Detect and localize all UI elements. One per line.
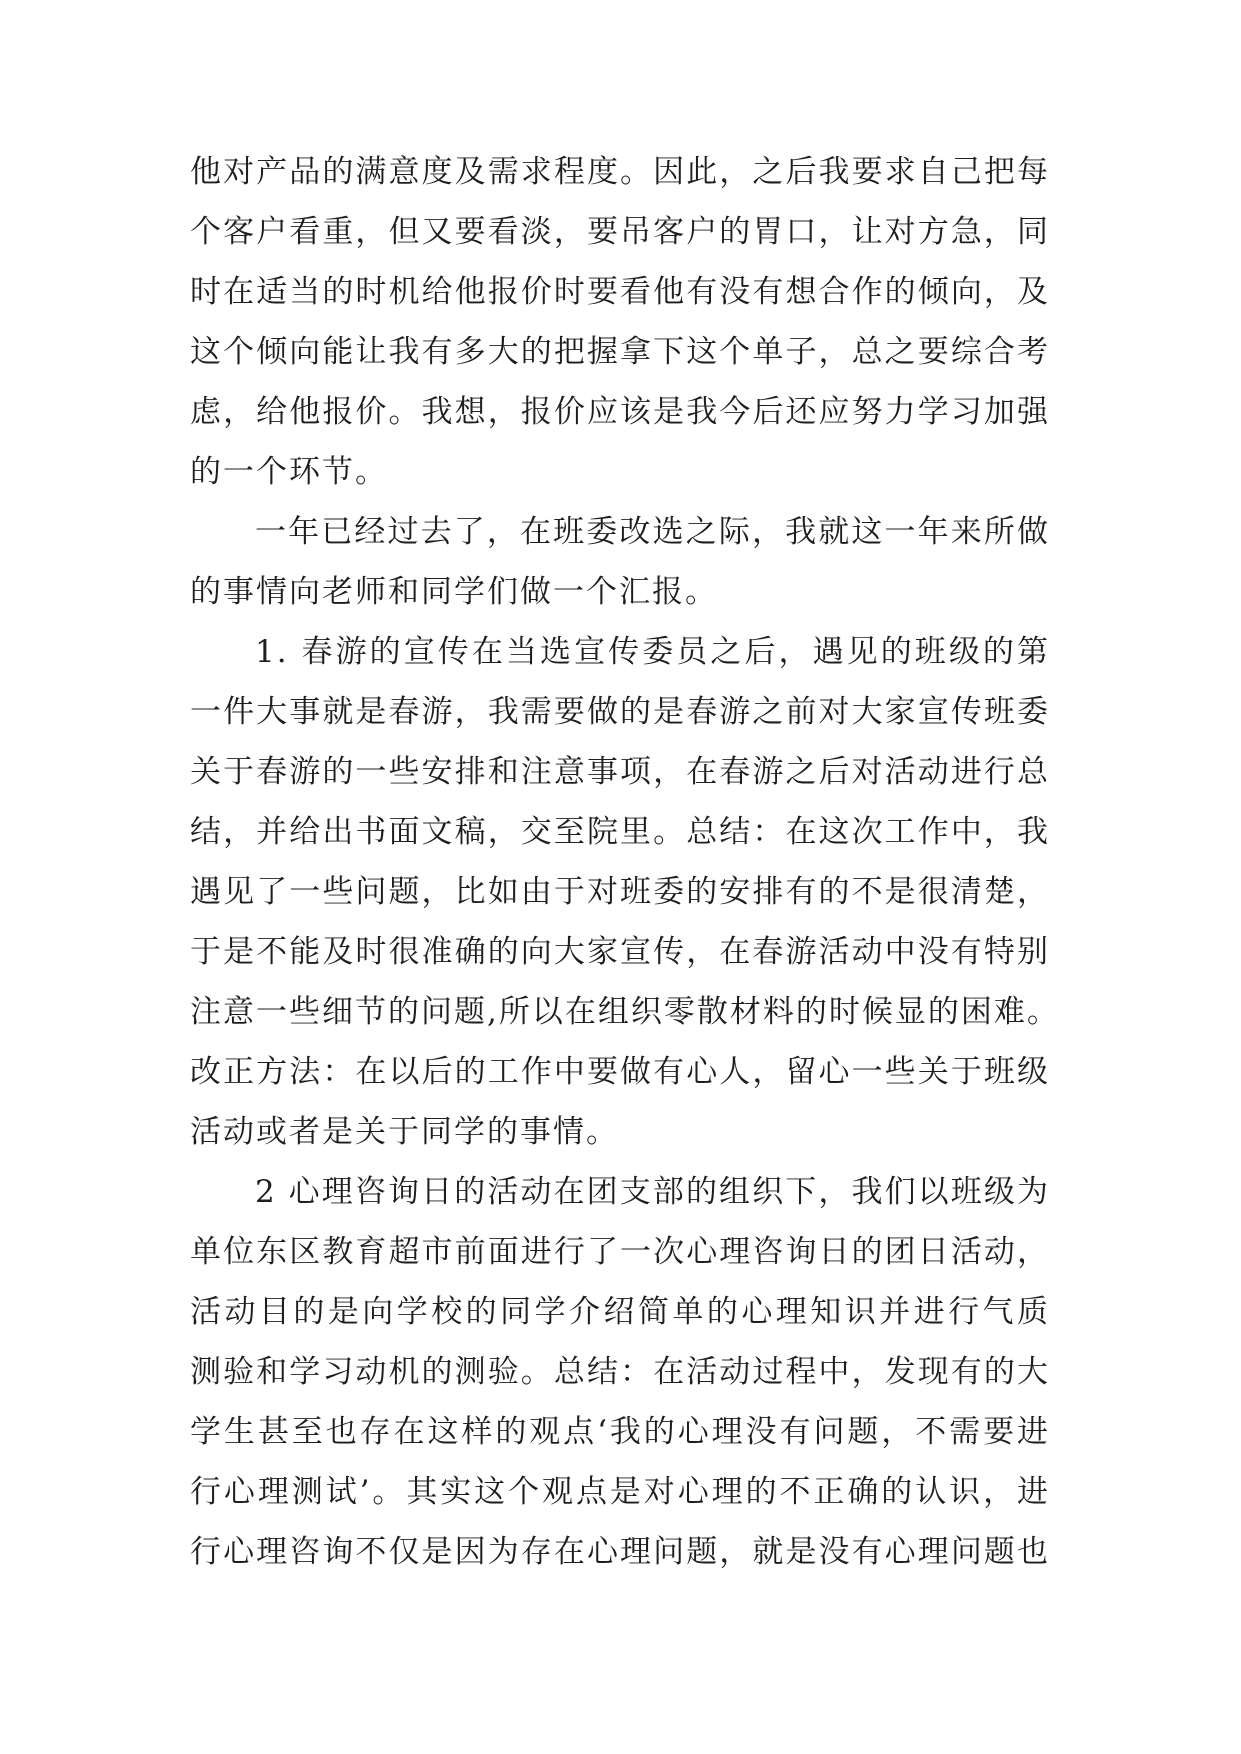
text-line: 活动目的是向学校的同学介绍简单的心理知识并进行气质 bbox=[190, 1294, 1050, 1330]
text-line: 学生甚至也存在这样的观点‘我的心理没有问题，不需要进 bbox=[190, 1414, 1050, 1450]
text-line: 行心理测试’。其实这个观点是对心理的不正确的认识，进 bbox=[190, 1474, 1050, 1510]
text-line: 时在适当的时机给他报价时要看他有没有想合作的倾向，及 bbox=[190, 274, 1050, 310]
text-line: 改正方法：在以后的工作中要做有心人，留心一些关于班级 bbox=[190, 1054, 1050, 1090]
paragraph-first-line: 1. 春游的宣传在当选宣传委员之后，遇见的班级的第 bbox=[255, 634, 1050, 670]
text-line: 单位东区教育超市前面进行了一次心理咨询日的团日活动， bbox=[190, 1234, 1050, 1270]
text-line: 虑，给他报价。我想，报价应该是我今后还应努力学习加强 bbox=[190, 394, 1050, 430]
text-line: 结，并给出书面文稿，交至院里。总结：在这次工作中，我 bbox=[190, 814, 1050, 850]
text-line: 一件大事就是春游，我需要做的是春游之前对大家宣传班委 bbox=[190, 694, 1050, 730]
text-line: 测验和学习动机的测验。总结：在活动过程中，发现有的大 bbox=[190, 1354, 1050, 1390]
text-line: 行心理咨询不仅是因为存在心理问题，就是没有心理问题也 bbox=[190, 1534, 1050, 1570]
text-line: 遇见了一些问题，比如由于对班委的安排有的不是很清楚， bbox=[190, 874, 1050, 910]
text-line: 活动或者是关于同学的事情。 bbox=[190, 1114, 619, 1150]
paragraph-first-line: 一年已经过去了，在班委改选之际，我就这一年来所做 bbox=[255, 514, 1050, 550]
text-line: 注意一些细节的问题,所以在组织零散材料的时候显的困难。 bbox=[190, 994, 1060, 1030]
text-line: 的一个环节。 bbox=[190, 454, 388, 490]
text-line: 的事情向老师和同学们做一个汇报。 bbox=[190, 574, 718, 610]
paragraph-first-line: 2 心理咨询日的活动在团支部的组织下，我们以班级为 bbox=[255, 1174, 1050, 1210]
text-line: 关于春游的一些安排和注意事项，在春游之后对活动进行总 bbox=[190, 754, 1050, 790]
text-line: 他对产品的满意度及需求程度。因此，之后我要求自己把每 bbox=[190, 154, 1050, 190]
text-line: 个客户看重，但又要看淡，要吊客户的胃口，让对方急，同 bbox=[190, 214, 1050, 250]
text-line: 于是不能及时很准确的向大家宣传，在春游活动中没有特别 bbox=[190, 934, 1050, 970]
text-line: 这个倾向能让我有多大的把握拿下这个单子，总之要综合考 bbox=[190, 334, 1050, 370]
